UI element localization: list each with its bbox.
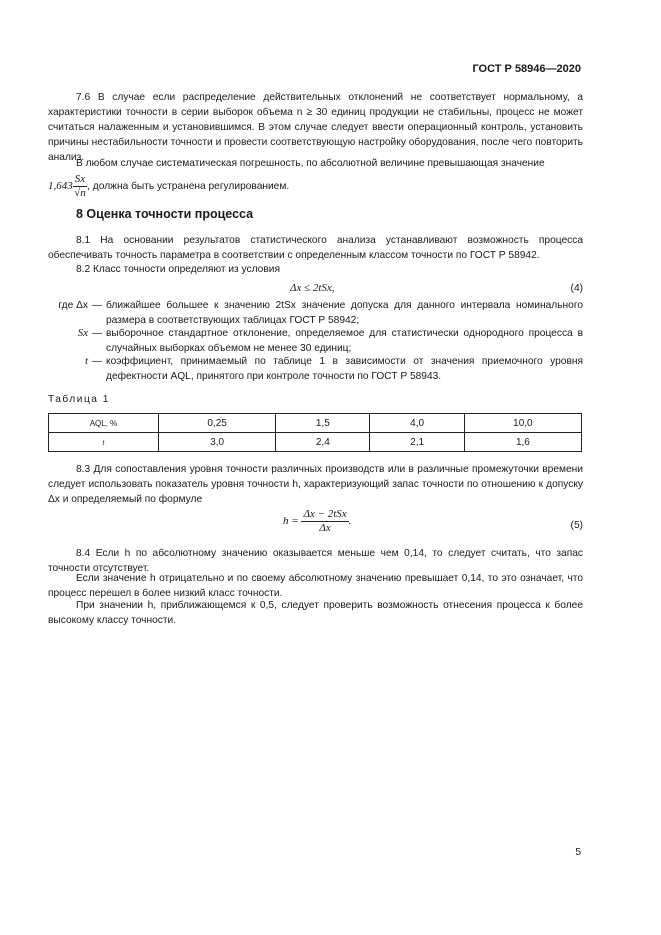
coefficient: 1,643	[48, 180, 73, 193]
table-row	[49, 414, 582, 433]
paragraph-8-4: 8.4 Если h по абсолютному значению оказывается меньше чем 0,14, то следует считать, что запас точности отсутствует.	[48, 548, 583, 574]
definition-term: где Δx	[58, 300, 88, 311]
table-cell: 1,6	[464, 433, 581, 452]
formula-4: Δx ≤ 2tSx,	[290, 282, 335, 294]
fraction-numerator: Sx	[74, 173, 86, 185]
definition-dash: —	[92, 356, 103, 367]
table-cell: AQL, %	[49, 414, 159, 433]
definition-text: выборочное стандартное отклонение, определяемое для статистически однородного процесса в случайных выборках объемом не менее 30 единиц;	[106, 328, 583, 354]
definition-text: коэффициент, принимаемый по таблице 1 в зависимости от значения приемочного уровня дефектности AQL, принятого при контроле точности по ГОСТ Р 58943.	[106, 356, 583, 382]
definition-text: ближайшее большее к значению 2tSx значение допуска для данного интервала номинального размера в соответствующих таблицах ГОСТ Р 58942;	[106, 300, 583, 326]
table-cell: 10,0	[464, 414, 581, 433]
formula-5-dot: .	[348, 515, 352, 528]
section-8-heading: 8 Оценка точности процесса	[76, 207, 254, 221]
table-caption: Таблица 1	[48, 394, 110, 405]
table-row	[49, 433, 582, 452]
paragraph-8-4-negative: Если значение h отрицательно и по своему абсолютному значению превышает 0,14, то это означает, что процесс перешел в более низкий класс точности.	[48, 573, 583, 599]
fraction-denominator: √n	[74, 187, 86, 199]
page-number: 5	[575, 847, 581, 858]
definition-term: t	[84, 355, 88, 367]
formula-5-lhs: h =	[283, 515, 299, 528]
formula-5	[283, 508, 351, 535]
paragraph-7-6: 7.6 В случае если распределение действительных отклонений не соответствует нормальному, а характеристики точности в серии выборок объема n ≥ 30 единиц продукции не стабильны, процесс не может считаться налаженным и установившимся. В этом случае следует ввести операционный контроль, установить причины нестабильности точности и провести соответствующую настройку оборудования, после чего повторить анализ.	[48, 92, 583, 163]
table-cell: 1,5	[276, 414, 370, 433]
table-cell: t	[49, 433, 159, 452]
definition-term: Sx	[77, 327, 88, 339]
table-cell: 2,4	[276, 433, 370, 452]
paragraph-7-6-systematic-error: В любом случае систематическая погрешность, по абсолютной величине превышающая значение	[76, 158, 545, 169]
fraction-numerator: Δx − 2tSx	[303, 508, 347, 520]
table-cell: 4,0	[370, 414, 464, 433]
systematic-error-formula-line	[48, 173, 289, 200]
table-cell: 2,1	[370, 433, 464, 452]
definition-dash: —	[92, 328, 103, 339]
formula-5-fraction	[301, 508, 348, 535]
paragraph-8-4-higher-class: При значении h, приближающемся к 0,5, следует проверить возможность отнесения процесса к более высокому классу точности.	[48, 600, 583, 626]
fraction-denominator: Δx	[319, 522, 331, 534]
table-cell: 0,25	[159, 414, 276, 433]
paragraph-8-3: 8.3 Для сопоставления уровня точности различных производств или в различные промежуточки времени следует использовать показатель уровня точности h, характеризующий запас точности по отношению к допуску Δx и определяемый по формуле	[48, 464, 583, 505]
fraction-sx-over-sqrt-n	[73, 173, 87, 200]
equation-number-5: (5)	[570, 520, 583, 531]
table-cell: 3,0	[159, 433, 276, 452]
paragraph-8-1: 8.1 На основании результатов статистического анализа устанавливают возможность процесса обеспечивать точность параметра в соответствии с определенным классом точности по ГОСТ Р 58942.	[48, 235, 583, 261]
document-header: ГОСТ Р 58946—2020	[472, 63, 581, 75]
definition-dash: —	[92, 300, 103, 311]
formula-tail-text: , должна быть устранена регулированием.	[87, 181, 290, 193]
paragraph-8-2: 8.2 Класс точности определяют из условия	[76, 264, 280, 275]
aql-table	[48, 413, 582, 452]
equation-number-4: (4)	[570, 283, 583, 294]
